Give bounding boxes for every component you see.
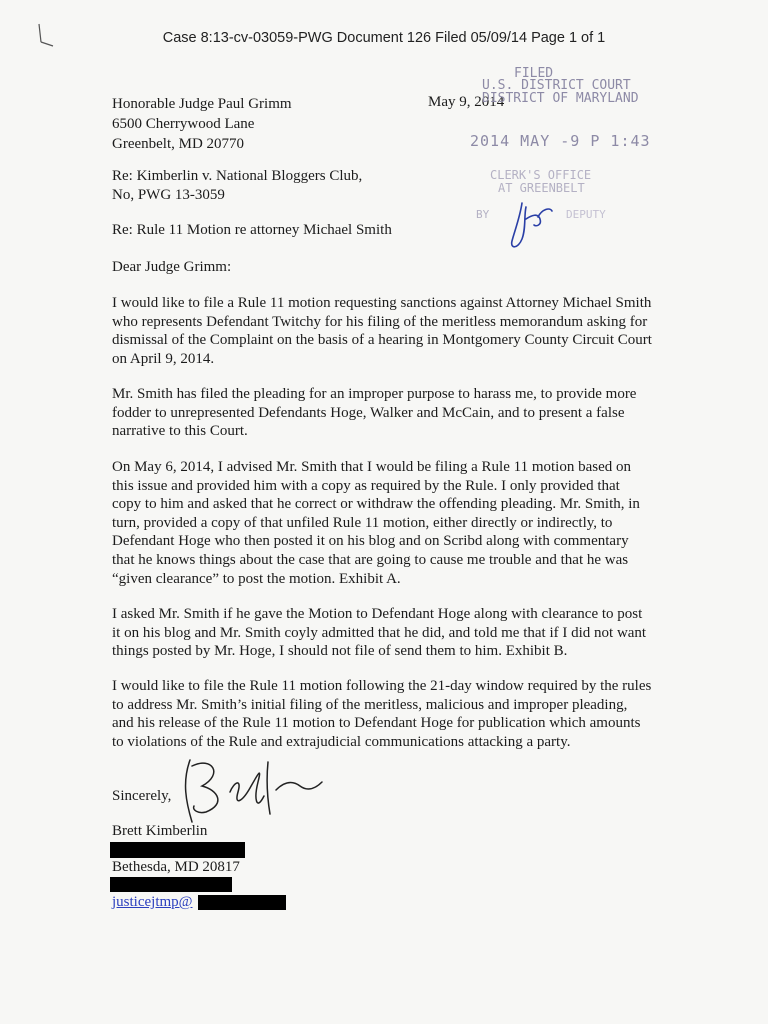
re-case-line1: Re: Kimberlin v. National Bloggers Club, <box>112 168 363 184</box>
stamp-district: DISTRICT OF MARYLAND <box>482 91 639 106</box>
redaction-bar <box>110 842 245 858</box>
paragraph-text: On May 6, 2014, I advised Mr. Smith that I would be filing a Rule 11 motion based on this issue and provided him with a copy as required by the Rule. I only provided that copy to him and asked that he correct or withdraw the offending pleading. Mr. Smith, in turn, provided a copy of that unfiled Rule 11 motion, either directly or indirectly, to Defendant Hoge who then posted it on his blog and on Scribd along with commentary that he knows things about the case that are going to cause me trouble and that he was “given clearance” to post the motion. Exhibit A. <box>112 459 640 587</box>
stamp-court: U.S. DISTRICT COURT <box>482 78 631 93</box>
recipient-name: Honorable Judge Paul Grimm <box>112 96 292 112</box>
paragraph-text: I asked Mr. Smith if he gave the Motion to Defendant Hoge along with clearance to post it on his blog and Mr. Smith coyly admitted that he did, and told me that if I did not want things posted by Mr. Hoge, I should not file of send them to him. Exhibit B. <box>112 606 647 660</box>
paragraph-4 <box>112 605 652 661</box>
stamp-greenbelt: AT GREENBELT <box>498 181 585 195</box>
stamp-deputy: DEPUTY <box>566 208 606 221</box>
closing: Sincerely, <box>112 788 172 804</box>
recipient-street: 6500 Cherrywood Lane <box>112 116 255 132</box>
re-case-line2: No, PWG 13-3059 <box>112 187 225 203</box>
sender-city: Bethesda, MD 20817 <box>112 859 240 875</box>
clerk-initials-signature <box>500 195 560 253</box>
paragraph-1 <box>112 294 652 368</box>
redaction-bar <box>110 877 232 892</box>
paragraph-text: I would like to file a Rule 11 motion requesting sanctions against Attorney Michael Smith who represents Defendant Twitchy for his filing of the meritless memorandum asking for dismissal of the Complaint on the basis of a hearing in Montgomery County Circuit Court on April 9, 2014. <box>112 295 652 367</box>
paragraph-text: Mr. Smith has filed the pleading for an improper purpose to harass me, to provide more fodder to unrepresented Defendants Hoge, Walker and McCain, and to present a false narrative to this Court. <box>112 386 637 440</box>
stamp-filed: FILED <box>514 66 554 81</box>
redaction-bar <box>198 895 286 910</box>
handwritten-signature <box>172 752 332 832</box>
signer-name: Brett Kimberlin <box>112 823 208 839</box>
stamp-datetime: 2014 MAY -9 P 1:43 <box>470 132 651 150</box>
re-subject: Re: Rule 11 Motion re attorney Michael Smith <box>112 222 392 238</box>
paragraph-5 <box>112 677 652 751</box>
email-link[interactable]: justicejtmp@ <box>112 894 193 910</box>
paragraph-text: I would like to file the Rule 11 motion following the 21-day window required by the rules to address Mr. Smith’s initial filing of the meritless, malicious and improper pleading, and his release of the Rule 11 motion to Defendant Hoge for publication which amounts to violations of the Rule and extrajudicial communications attacking a party. <box>112 678 652 750</box>
case-header: Case 8:13-cv-03059-PWG Document 126 Filed 05/09/14 Page 1 of 1 <box>162 30 606 46</box>
stamp-by: BY <box>476 208 490 221</box>
paragraph-3 <box>112 458 652 588</box>
recipient-city: Greenbelt, MD 20770 <box>112 136 245 152</box>
salutation: Dear Judge Grimm: <box>112 259 232 275</box>
letter-date: May 9, 2014 <box>428 94 505 110</box>
stamp-clerk: CLERK'S OFFICE <box>490 168 592 182</box>
paragraph-2 <box>112 385 652 441</box>
